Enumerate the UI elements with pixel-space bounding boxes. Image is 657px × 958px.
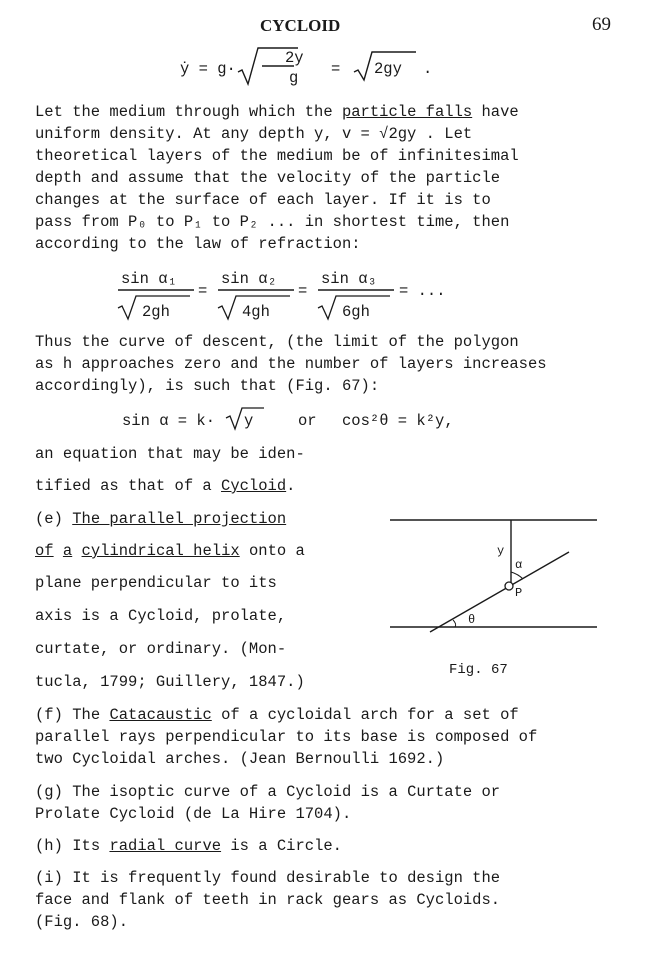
text-line: Thus the curve of descent, (the limit of the polygon [35, 333, 519, 351]
text-line: curtate, or ordinary. (Mon- [35, 640, 287, 658]
text-line: an equation that may be iden- [35, 445, 305, 463]
text-line: uniform density. At any depth y, v = √2gy . Let [35, 125, 473, 143]
text-line: theoretical layers of the medium be of infinitesimal [35, 147, 519, 165]
eq2-num-1: sin α₁ [121, 270, 177, 288]
eq2-equals-2: = [298, 282, 308, 300]
eq3-right: cos²θ = k²y, [342, 412, 454, 430]
text-line: as h approaches zero and the number of layers increases [35, 355, 547, 373]
text-line: (f) The Catacaustic of a cycloidal arch for a set of [35, 706, 519, 724]
eq2-num-3: sin α₃ [321, 270, 377, 288]
eq3-or: or [298, 412, 317, 430]
eq3-left: sin α = k· [122, 412, 216, 430]
running-head: CYCLOID [260, 16, 341, 35]
figure-67-diagram [385, 510, 605, 680]
eq1-equals: = [331, 60, 341, 78]
eq2-den-2: 4gh [242, 303, 270, 321]
text-line: (e) The parallel projection [35, 510, 287, 528]
eq2-num-2: sin α₂ [221, 270, 277, 288]
page-number: 69 [592, 14, 611, 35]
eq1-radicand: 2gy [374, 60, 402, 78]
eq3-radicand: y [244, 412, 254, 430]
text-line: (g) The isoptic curve of a Cycloid is a Curtate or [35, 783, 501, 801]
text-line: (h) Its radial curve is a Circle. [35, 837, 342, 855]
label-alpha: α [515, 558, 523, 572]
text-line: parallel rays perpendicular to its base is composed of [35, 728, 538, 746]
text-line: changes at the surface of each layer. If it is to [35, 191, 491, 209]
text-line: two Cycloidal arches. (Jean Bernoulli 1692.) [35, 750, 445, 768]
label-y: y [497, 544, 505, 558]
text-line: tified as that of a Cycloid. [35, 477, 296, 495]
text-line: pass from P₀ to P₁ to P₂ ... in shortest time, then [35, 213, 510, 231]
text-line: face and flank of teeth in rack gears as Cycloids. [35, 891, 501, 909]
eq1-denominator: g [289, 69, 299, 87]
text-line: tucla, 1799; Guillery, 1847.) [35, 673, 305, 691]
eq2-tail: = ... [399, 282, 446, 300]
text-line: depth and assume that the velocity of the particle [35, 169, 501, 187]
eq1-period: . [423, 60, 433, 78]
eq1-lhs: ẏ = g· [180, 60, 236, 78]
text-line: axis is a Cycloid, prolate, [35, 607, 287, 625]
label-p: P [515, 586, 523, 600]
label-theta: θ [468, 613, 476, 627]
text-line: (i) It is frequently found desirable to design the [35, 869, 501, 887]
text-line: accordingly), is such that (Fig. 67): [35, 377, 380, 395]
eq1-numerator: 2y [285, 49, 304, 67]
text-line: according to the law of refraction: [35, 235, 361, 253]
text-line: Let the medium through which the particle falls have [35, 103, 519, 121]
text-line: Prolate Cycloid (de La Hire 1704). [35, 805, 352, 823]
figure-caption: Fig. 67 [449, 662, 508, 678]
text-line: (Fig. 68). [35, 913, 129, 931]
eq2-den-3: 6gh [342, 303, 370, 321]
text-line: of a cylindrical helix onto a [35, 542, 305, 560]
eq2-den-1: 2gh [142, 303, 170, 321]
text-line: plane perpendicular to its [35, 574, 277, 592]
eq2-equals-1: = [198, 282, 208, 300]
